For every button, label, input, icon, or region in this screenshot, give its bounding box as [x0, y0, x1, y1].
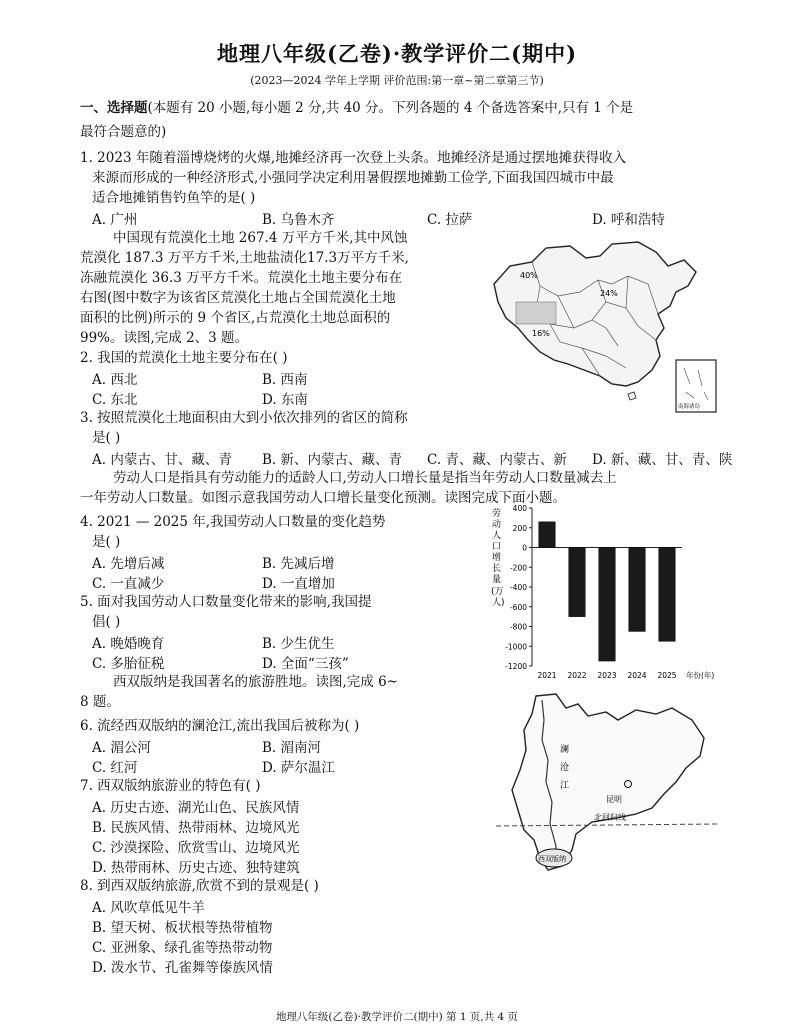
- q2-option-d[interactable]: D. 东南: [262, 392, 308, 408]
- x-tick-label-2022: 2022: [567, 671, 587, 680]
- y-axis-label-3: 人: [492, 531, 502, 541]
- q4-option-a[interactable]: A. 先增后减: [92, 556, 165, 572]
- q8-option-a[interactable]: A. 风吹草低见牛羊: [92, 900, 205, 916]
- page-title: 地理八年级(乙卷)·教学评价二(期中): [216, 41, 578, 66]
- yunnan-map: [496, 690, 718, 880]
- x-tick-label-2021: 2021: [537, 671, 557, 680]
- labor-passage-2: 一年劳动人口数量。如图示意我国劳动人口增长量变化预测。读图完成下面小题。: [80, 490, 566, 506]
- china-desert-map: [488, 236, 726, 436]
- y-tick-label: 0: [522, 543, 527, 553]
- y-tick-label: 400: [512, 504, 527, 513]
- tropic-label: 北回归线: [594, 813, 626, 822]
- q6-option-b[interactable]: B. 湄南河: [262, 740, 322, 756]
- q8-option-b[interactable]: B. 望天树、板状根等热带植物: [92, 920, 273, 936]
- y-axis-label-4: 口: [492, 542, 502, 552]
- y-tick-label: 200: [512, 523, 527, 533]
- bar-2024: [629, 548, 646, 632]
- q7-option-b[interactable]: B. 民族风情、热带雨林、边境风光: [92, 820, 300, 836]
- q1-line1: 1. 2023 年随着淄博烧烤的火爆,地摊经济再一次登上头条。地摊经济是通过摆地摊获得收入: [80, 150, 627, 166]
- q8-stem: 8. 到西双版纳旅游,欣赏不到的景观是( ): [80, 878, 319, 894]
- y-tick-label: -1200: [505, 662, 527, 671]
- q1-option-c[interactable]: C. 拉萨: [427, 212, 473, 228]
- q2-stem: 2. 我国的荒漠化土地主要分布在( ): [80, 350, 288, 366]
- q4-line1: 4. 2021 — 2025 年,我国劳动人口数量的变化趋势: [80, 514, 386, 530]
- page-footer: 地理八年级(乙卷)·教学评价二(期中) 第 1 页,共 4 页: [275, 1011, 519, 1023]
- yunnan-outline: [512, 694, 704, 870]
- q1-option-b[interactable]: B. 乌鲁木齐: [262, 212, 335, 228]
- y-tick-label: -1000: [505, 642, 527, 652]
- q8-option-c[interactable]: C. 亚洲象、绿孔雀等热带动物: [92, 940, 273, 956]
- xsbn-passage-2: 8 题。: [80, 694, 120, 710]
- q2-option-a[interactable]: A. 西北: [92, 372, 138, 388]
- q3-option-b[interactable]: B. 新、内蒙古、藏、青: [262, 452, 403, 468]
- q3-line1: 3. 按照荒漠化土地面积由大到小依次排列的省区的简称: [80, 410, 408, 426]
- y-tick-label: -800: [509, 622, 527, 632]
- y-tick-label: -600: [509, 602, 527, 612]
- map-label-40: 40%: [520, 271, 538, 280]
- q4-option-c[interactable]: C. 一直减少: [92, 576, 165, 592]
- desert-passage-2: 荒漠化 187.3 万平方千米,土地盐渍化17.3万平方千米,: [80, 250, 409, 266]
- q6-option-a[interactable]: A. 湄公河: [92, 740, 151, 756]
- desert-passage-4: 右图(图中数字为该省区荒漠化土地占全国荒漠化土地: [80, 290, 396, 306]
- q2-option-b[interactable]: B. 西南: [262, 372, 308, 388]
- q5-option-a[interactable]: A. 晚婚晚育: [92, 636, 165, 652]
- map-label-16: 16%: [532, 329, 550, 338]
- q5-line2: 倡( ): [92, 614, 121, 630]
- y-axis-label-5: 增: [492, 553, 502, 563]
- desert-passage-6: 99%。读图,完成 2、3 题。: [80, 330, 249, 346]
- q5-option-c[interactable]: C. 多胎征税: [92, 656, 165, 672]
- q3-option-c[interactable]: C. 青、藏、内蒙古、新: [427, 452, 567, 468]
- y-axis-label-1: 劳: [492, 509, 502, 519]
- river-char-3: 江: [560, 781, 570, 791]
- q6-option-d[interactable]: D. 萨尔温江: [262, 760, 335, 776]
- city-label: 昆明: [606, 795, 622, 804]
- section-intro-line2: 最符合题意的): [80, 124, 167, 140]
- q1-line2: 来源而形成的一种经济形式,小强同学决定利用暑假摆地摊勤工俭学,下面我国四城市中最: [92, 170, 614, 186]
- desert-passage-5: 面积的比例)所示的 9 个省区,占荒漠化土地总面积的: [80, 310, 391, 326]
- page-subtitle: (2023—2024 学年上学期 评价范围:第一章~第二章第三节): [250, 74, 544, 87]
- q7-stem: 7. 西双版纳旅游业的特色有( ): [80, 778, 261, 794]
- q6-option-c[interactable]: C. 红河: [92, 760, 138, 776]
- q1-option-d[interactable]: D. 呼和浩特: [592, 212, 665, 228]
- section-intro-text: (本题有 20 小题,每小题 2 分,共 40 分。下列各题的 4 个备选答案中,只有 1 个是: [147, 100, 634, 116]
- bar-2021: [539, 522, 556, 548]
- x-axis-unit-label: 年份(年): [686, 671, 715, 680]
- q8-option-d[interactable]: D. 泼水节、孔雀舞等傣族风情: [92, 960, 273, 976]
- q4-option-b[interactable]: B. 先减后增: [262, 556, 335, 572]
- q1-line3: 适合地摊销售钓鱼竿的是( ): [92, 190, 256, 206]
- labor-chart: [482, 498, 740, 688]
- hainan-island: [628, 392, 636, 400]
- q4-line2: 是( ): [92, 534, 121, 550]
- xsbn-passage-1: 西双版纳是我国著名的旅游胜地。读图,完成 6~: [113, 674, 398, 690]
- bar-2025: [659, 548, 676, 642]
- region-label: 西双版纳: [538, 855, 566, 863]
- river-char-1: 澜: [560, 745, 570, 755]
- x-tick-label-2023: 2023: [597, 671, 617, 680]
- labor-passage-1: 劳动人口是指具有劳动能力的适龄人口,劳动人口增长量是指当年劳动人口数量减去上: [113, 470, 617, 486]
- q3-option-a[interactable]: A. 内蒙古、甘、藏、青: [92, 452, 232, 468]
- q7-option-c[interactable]: C. 沙漠探险、欣赏雪山、边境风光: [92, 840, 300, 856]
- q7-option-a[interactable]: A. 历史古迹、湖光山色、民族风情: [92, 800, 300, 816]
- section-heading: 一、选择题: [80, 100, 148, 116]
- y-tick-label: -400: [509, 583, 527, 592]
- y-tick-label: -200: [509, 563, 527, 573]
- q1-option-a[interactable]: A. 广州: [92, 212, 138, 228]
- river-char-2: 沧: [560, 763, 570, 773]
- y-axis-label-9: 人): [492, 598, 505, 608]
- inset-label: 南海诸岛: [678, 404, 701, 410]
- desert-passage-3: 冻融荒漠化 36.3 万平方千米。荒漠化土地主要分布在: [80, 270, 403, 286]
- q5-line1: 5. 面对我国劳动人口数量变化带来的影响,我国提: [80, 594, 372, 610]
- xinjiang-shading: [516, 302, 556, 324]
- bar-2023: [599, 548, 616, 662]
- q5-option-b[interactable]: B. 少生优生: [262, 636, 335, 652]
- desert-passage-1: 中国现有荒漠化土地 267.4 万平方千米,其中风蚀: [113, 230, 408, 246]
- q3-line2: 是( ): [92, 430, 121, 446]
- q3-option-d[interactable]: D. 新、藏、甘、青、陕: [592, 452, 733, 468]
- y-axis-label-2: 动: [492, 520, 502, 530]
- q4-option-d[interactable]: D. 一直增加: [262, 576, 335, 592]
- y-axis-label-8: (万: [491, 587, 504, 597]
- map-label-24: 24%: [600, 289, 618, 298]
- x-tick-label-2024: 2024: [627, 671, 647, 680]
- q5-option-d[interactable]: D. 全面“三孩”: [262, 656, 349, 672]
- q6-stem: 6. 流经西双版纳的澜沧江,流出我国后被称为( ): [80, 718, 360, 734]
- y-axis-label-6: 长: [492, 564, 502, 574]
- y-axis-label-7: 量: [492, 575, 502, 585]
- q2-option-c[interactable]: C. 东北: [92, 392, 138, 408]
- q7-option-d[interactable]: D. 热带雨林、历史古迹、独特建筑: [92, 860, 300, 876]
- section-intro: [80, 98, 633, 118]
- x-tick-label-2025: 2025: [657, 671, 677, 680]
- bar-2022: [569, 548, 586, 617]
- y-label-group: [491, 507, 505, 608]
